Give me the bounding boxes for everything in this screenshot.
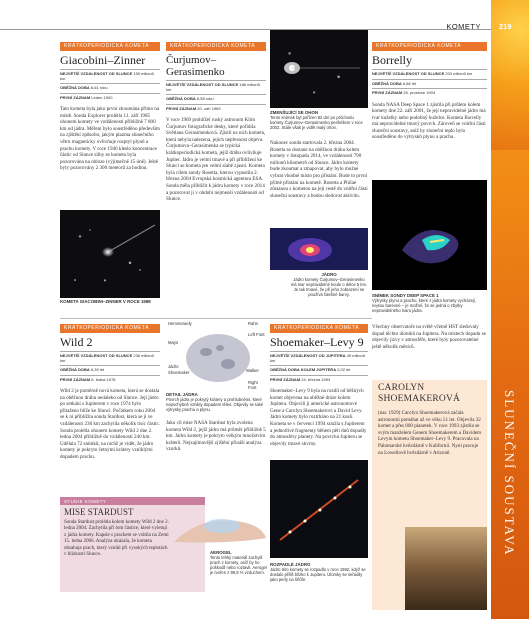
card-title: Shoemaker–Levy 9: [270, 335, 364, 349]
deep-space-1-image: [372, 180, 487, 290]
churyumov-tail-photo: [270, 30, 368, 108]
category-label: KRÁTKOPERIODICKÁ KOMETA: [270, 324, 368, 333]
label-rahn: Rahn: [248, 321, 259, 326]
comet-tail-graphic: [60, 210, 160, 298]
card-title: Giacobini–Zinner: [60, 53, 146, 67]
stardust-body: Sonda Stardust prolétla kolem komety Wild 2 dne 2. ledna 2004. Zachytila při tom částice, které vyletují z jádra komety. Kapsle s prachem se vrátila na Zemi 15. ledna 2006. Analýza ukázala, že kometa obsahuje prach, který vznikl při vysokých teplotách v blízkosti Slunce.: [64, 520, 169, 558]
meta-period: OBĚŽNÁ DOBA 6,39 let: [60, 365, 160, 375]
churyumov-cont-body: Nakonec sonda startovala 2. března 2004. Rosetta se dostane na oběžnou dráhu kolem komety v listopadu 2014, ve vzdálenosti 790 milionů kilometrů od Slunce. Jádro komety bude zkoumat a zmapovat, aby bylo možné vybrat vhodné místo pro přistání. Bude to první přímé přistání na kometě. Rosetta a Philae zůstanou s kometou na její cestě do vnitřní části sluneční soustavy a budou sledovat aktivitu.: [270, 140, 368, 199]
page-number: 219: [499, 22, 512, 31]
card-body: V roce 1969 prohlížel ruský astronom Klim Čurjumov fotografické desky, které pořídila Světlana Gerasimenková. Zjistil na nich kometu, která nebyla nalezena, jejich nepřesnost objevu. Čurjumova–Gerasimenka se typická krátkoperiodická kometa, jejíž dráhu ovlivňuje Jupiter. Jádro je velmi tmavé a při přiblížení ke Slunci se kometa jen velmi slabě zjasní. Kometa byla cílem sondy Rosetta, kterou vypustila 2. března 2004 Evropská kosmická agentura ESA. Sonda měla přiblížit k jádru komety v roce 2014 a pozorovat ji v období nejmenší vzdálenosti od Slunce.: [166, 117, 266, 203]
nucleus-caption: JÁDRO Jádro komety Čurjumov–Gerasimenko má tvar nepravidelné koule o délce 5 km. Je tak tmavé, že při jeho zobrazení se používá falešné barvy.: [290, 272, 368, 297]
card-borrelly: [372, 42, 487, 141]
label-left-foot: Left Foot: [248, 332, 265, 337]
section-title: KOMETY: [446, 22, 481, 31]
meta-distance: NEJVĚTŠÍ VZDÁLENOST OD SLUNCE 155 milionů km: [60, 69, 160, 83]
fragments-graphic: [270, 460, 368, 558]
card-churyumov: [166, 42, 266, 203]
card-body: Sonda NASA Deep Space 1 zjistila při průletu kolem komety dne 22. září 2001, že její nepravidelné jádro má tvar kuželky nebo podobný kuželce. Kometa Borrelly má nepravidelné tmavý povrch. Zároveň se vnitřní části sluneční soustavy, aniž by sluneční teplo bylo soustředěno do výtrysků plynu a prachu.: [372, 101, 486, 141]
giacobini-caption: KOMETA GIACOBINI–ZINNER V ROCE 1988: [60, 299, 151, 304]
label-mayo: Mayo: [168, 340, 179, 345]
header-bar: [0, 0, 529, 36]
fragmented-caption: ROZPADLÉ JÁDRO Jádro této komety se rozpadlo v roce 1992, když se dostalo příliš blízko k Jupiteru. Úlomky se seřadily jako perly na šňůře.: [270, 562, 366, 582]
wild2-detail-caption: DETAIL JÁDRA Povrch jádra je pokrytý krátery a prohlubněmi, které nepochybně vznikly dopadem těles. Objevily se také výtrysky prachu a plynu.: [166, 392, 264, 412]
aerogel-caption: AEROGEL Tento lehký materiál zachytil prach z komety, aniž by ho poškodil nebo roztavil. Aerogel je tvořen z 99,8 % vzduchem.: [210, 550, 267, 575]
meta-distance: NEJVĚTŠÍ VZDÁLENOST OD SLUNCE 186 milionů km: [166, 80, 266, 94]
category-label: KRÁTKOPERIODICKÁ KOMETA: [60, 324, 160, 333]
meta-first-record: PRVNÍ ZÁZNAM 6. ledna 1978: [60, 375, 160, 385]
label-hemmeraely: Hemmeraely: [168, 321, 192, 326]
label-right-foot: Right Foot: [248, 380, 258, 390]
nucleus-image: [270, 228, 368, 270]
card-body: Shoemaker–Levy 9 byla na rozdíl od běžných komet objevena na oběžné dráze kolem Jupitera. Objevili ji americké astronomové Gene a Carolyn Shoemakerovi a David Levy. Jádro komety bylo roztrháno na 21 kusů. Kometa se v červenci 1994 srazila s Jupiterem a jednotlivé fragmenty během pěti dnů dopadly do atmosféry planety. Na povrchu Jupiteru se objevily tmavé skvrny.: [270, 388, 367, 447]
meta-first-record: PRVNÍ ZÁZNAM 20. září 1969: [166, 104, 266, 114]
meta-distance: NEJVĚTŠÍ VZDÁLENOST OD SLUNCE 203 milionů km: [372, 69, 487, 79]
label-walker: Walker: [246, 368, 259, 373]
label-shoemaker: Shoemaker: [168, 370, 190, 375]
label-jadro: Jádro: [168, 364, 179, 369]
card-wild2: [60, 324, 160, 496]
category-label: KRÁTKOPERIODICKÁ KOMETA: [166, 42, 266, 51]
stardust-tag: STUDIE KOMETY: [60, 497, 205, 505]
churyumov-tail-caption: ZMENŠUJÍCÍ SE OHON Tento snímek byl pořízen 82 dní po průchodu komety Čurjumov–Gerasimenko perihéliem v roce 2002. Stále však je vidět malý ohon.: [270, 110, 363, 130]
deep-space-1-caption: SNÍMEK SONDY DEEP SPACE 1 Výtrysky plynu a prachu, které z jádra komety vycházejí, nejsou barevné – je možné, že se jedná o zbytky nepravidelného tvaru jádra.: [372, 293, 477, 313]
meta-period: OBĚŽNÁ DOBA 6,86 let: [372, 79, 487, 89]
meta-period: OBĚŽNÁ DOBA 6,58 roku: [166, 94, 266, 104]
card-title: Čurjumov–Gerasimenko: [166, 54, 225, 78]
wild2-cont-body: Jako cíl mise NASA Stardust byla zvolena kometa Wild 2, jejíž jádro má průměr přibližně 5 km. Jádro komety je pokryto velkým množstvím kráterů. Nejzajímavější zjištění přináší analýza vzorků.: [166, 420, 266, 453]
card-shoemaker: [270, 324, 368, 456]
comet-glow-graphic: [270, 30, 368, 108]
sidebar-title: SLUNEČNÍ SOUSTAVA: [502, 390, 517, 557]
carolyn-title: CAROLYN SHOEMAKEROVÁ: [378, 383, 461, 404]
carolyn-portrait: [405, 527, 487, 610]
card-title: Wild 2: [60, 335, 93, 349]
aerogel-hand-image: [172, 508, 268, 546]
card-giacobini: [60, 42, 160, 172]
category-label: KRÁTKOPERIODICKÁ KOMETA: [372, 42, 487, 51]
wild2-nucleus-diagram: [166, 320, 266, 390]
meta-first-record: PRVNÍ ZÁZNAM 24. března 1993: [270, 375, 368, 385]
meta-period: OBĚŽNÁ DOBA KOLEM JUPITERA 2,02 let: [270, 365, 368, 375]
carolyn-body: (nar. 1929) Carolyn Shoemakerová začala astronomii pomáhat až ve věku 51 let. Objevila 32 komet a přes 800 planetek. V roce 1993 zjistila se svým manželem Genem Shoemakerem a Davidem Levym kometu Shoemaker–Levy 9. Pracovala na Palomarské hvězdárně v Kalifornii. Nyní pracuje na Lowellově hvězdárně v Arizoně.: [378, 410, 482, 456]
category-label: KRÁTKOPERIODICKÁ KOMETA: [60, 42, 160, 51]
meta-period: OBĚŽNÁ DOBA 6,61 roku: [60, 83, 160, 93]
meta-first-record: PRVNÍ ZÁZNAM 28. prosince 1904: [372, 88, 487, 98]
meta-distance: NEJVĚTŠÍ VZDÁLENOST OD JUPITERA 49 milionů km: [270, 351, 368, 365]
comet-giacobini-photo: [60, 210, 160, 298]
shoemaker-side-body: Všechny observatoře na světě včetně HST sledovaly dopad těchto úlomků na Jupitera. Na místech dopadu se objevily jizvy v atmosféře, které byly pozorovatelné ještě několik měsíců.: [372, 324, 486, 350]
meta-distance: NEJVĚTŠÍ VZDÁLENOST OD SLUNCE 236 milionů km: [60, 351, 160, 365]
card-title: Borrelly: [372, 53, 412, 67]
aerogel-graphic: [172, 508, 268, 546]
stardust-title: MISE STARDUST: [64, 507, 134, 517]
card-body: Tato kometa byla jako první zkoumána přímo na místě. Sonda Explorer prolétla 11. září 1985 ohonem komety ve vzdálenosti přibližně 7 800 km od jádra. Měření bylo soustředěno především na zjištění způsobu, jakým plazma slunečního větru magneticky ovlivňuje rozptyl plynů a prachu komety. V roce 1946 kleslo koncentrace částic od Slunce sliby se kometa byla pozorována na obloze (výjimečně 15 úně). Ještě byly pozorovány 2 300 meteorů za hodinu.: [60, 106, 161, 172]
orange-sidebar: [491, 0, 529, 619]
section-divider: [60, 318, 372, 319]
header-rule: [0, 29, 491, 30]
borrelly-nucleus-graphic: [372, 180, 487, 290]
card-body: Wild 2 je poměrně nová kometa, která se dostala na oběžnou dráhu nedaleko od Slunce. Její jádro po setkání s Jupiterem v roce 1974 bylo přitaženo blíže ke Slunci. Počátkem roku 2004 se k ní přiblížila sonda Stardust, která se ji ve vzdálenosti 236 km zachytila několik tisíc částic. Sonda prolétla ohonem komety Wild 2 dne 2. ledna 2004 přibližně do vzdálenosti 240 km. Udělala 72 snímků, na nichž je vidět, že jádro komety je pokryto četnými krátery vzniklými dopadem prachu.: [60, 388, 160, 460]
fragmented-nucleus-image: [270, 460, 368, 558]
meta-first-record: PRVNÍ ZÁZNAM Leden 1900: [60, 93, 160, 103]
nucleus-false-color-graphic: [270, 228, 368, 270]
